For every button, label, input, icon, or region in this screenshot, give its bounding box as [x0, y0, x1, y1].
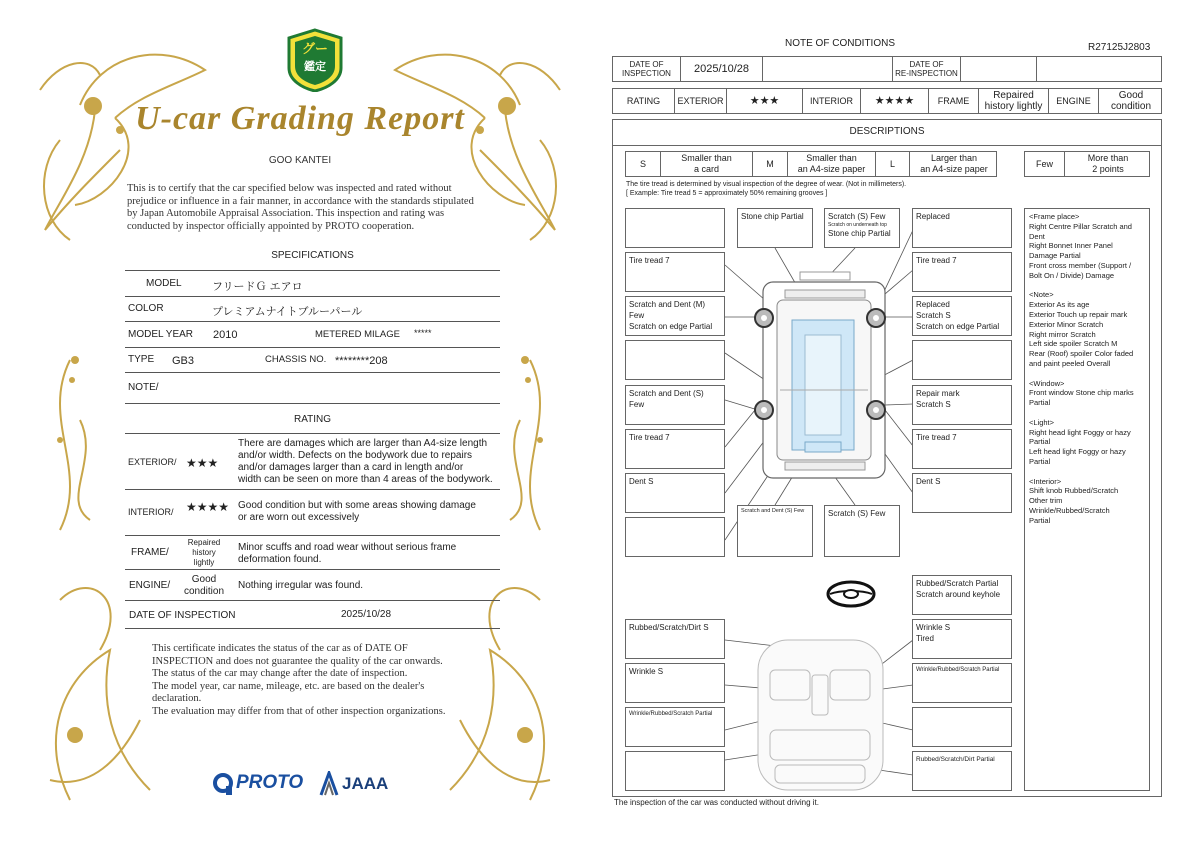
ext-note-small: Scratch on underneath top	[828, 222, 887, 228]
badge-text-top: グー	[301, 41, 328, 56]
note-line: Wrinkle/Rubbed/Scratch	[1029, 505, 1110, 515]
int-note: Wrinkle S	[629, 667, 664, 676]
note-spacer	[1029, 369, 1145, 379]
value-line: Repaired	[993, 90, 1034, 101]
note-spacer	[1029, 467, 1145, 477]
proto-logo-icon	[212, 772, 234, 796]
legend-line: an A4-size paper	[920, 164, 988, 174]
legend-line: a card	[693, 164, 719, 174]
spec-heading: SPECIFICATIONS	[271, 250, 354, 261]
steering-wheel-icon	[828, 582, 874, 606]
value-line: history lightly	[984, 101, 1043, 112]
note-line: Exterior Minor Scratch	[1029, 319, 1104, 329]
ext-note: Tire tread 7	[629, 256, 670, 265]
badge-text-bottom: 鑑定	[304, 61, 326, 73]
ext-note: Tire tread 7	[916, 256, 957, 265]
int-note: Wrinkle S	[916, 623, 951, 632]
legend-line: Larger than	[930, 153, 978, 163]
note-of-conditions	[600, 0, 1200, 848]
frame-value-line: history	[192, 548, 216, 557]
ext-box-right-3	[912, 296, 1012, 336]
ext-note: Scratch and Dent (M) Few	[629, 300, 706, 320]
ext-box-bottom-center-left	[737, 505, 813, 557]
value-line: condition	[1110, 101, 1152, 112]
ext-note: Scratch (S) Few	[828, 509, 886, 518]
date-of-inspection-value: 2025/10/28	[681, 57, 763, 81]
car-interior-icon	[758, 640, 883, 790]
ext-box-right-2	[912, 252, 1012, 292]
model-label: MODEL	[146, 278, 182, 289]
note-line: Partial	[1029, 456, 1051, 466]
frame-label: FRAME	[929, 89, 979, 113]
ext-note: Replaced	[916, 300, 950, 309]
note-line: Dent	[1029, 231, 1045, 241]
intro-line: by Japan Automobile Appraisal Association. This inspection and rating was	[127, 208, 445, 219]
org-name: GOO KANTEI	[268, 155, 332, 166]
intro-line: prejudice or influence in a fair manner, in accordance with the standards stipulated	[127, 195, 474, 207]
frame-description	[238, 542, 456, 566]
note-line: Front window Stone chip marks	[1029, 388, 1134, 398]
engine-value	[176, 574, 232, 598]
int-note: Wrinkle/Rubbed/Scratch Partial	[916, 667, 1000, 673]
ext-note: Replaced	[916, 212, 950, 221]
ext-box-right-7	[912, 473, 1012, 513]
ext-box-right-5	[912, 385, 1012, 425]
note-line: Damage Partial	[1029, 251, 1081, 261]
color-label: COLOR	[128, 303, 164, 314]
exterior-description-line: There are damages which are larger than A4-size length	[238, 438, 488, 449]
int-box-left-3	[625, 707, 725, 747]
ext-box-left-2	[625, 252, 725, 292]
value-line: Good	[1118, 90, 1144, 101]
exterior-label: EXTERIOR	[675, 89, 727, 113]
engine-description: Nothing irregular was found.	[238, 580, 364, 591]
report-title: U-car Grading Report	[135, 100, 465, 137]
reference-number: R27125J2803	[1088, 42, 1151, 53]
note-line: Exterior As its age	[1029, 300, 1090, 310]
interior-description-line: Good condition but with some areas showing damage	[238, 500, 476, 511]
int-note: Tired	[916, 634, 934, 643]
note-line: Other trim	[1029, 496, 1063, 506]
note-line: <Frame place>	[1029, 212, 1080, 221]
ext-note: Stone chip Partial	[741, 212, 804, 221]
footer-line: This certificate indicates the status of the car as of DATE OF	[152, 643, 408, 654]
note-line: Right mirror Scratch	[1029, 329, 1096, 339]
interior-description	[238, 500, 476, 524]
note-line: Partial	[1029, 437, 1051, 447]
intro-line: This is to certify that the car specified below was inspected and rated without	[127, 183, 452, 194]
note-line: <Window>	[1029, 378, 1065, 388]
ext-box-left-7	[625, 473, 725, 513]
int-box-right-1	[912, 619, 1012, 659]
legend-line: 2 points	[1092, 164, 1124, 174]
mileage-value: *****	[414, 328, 432, 338]
footer-line: declaration.	[152, 693, 202, 704]
ext-box-right-6	[912, 429, 1012, 469]
frame-description-line: Minor scuffs and road wear without serious frame	[238, 542, 457, 553]
date-value: 2025/10/28	[341, 609, 392, 620]
exterior-label: EXTERIOR/	[128, 457, 177, 467]
type-label: TYPE	[128, 354, 155, 365]
rating-heading: RATING	[293, 414, 332, 425]
legend-line: an A4-size paper	[797, 164, 866, 174]
int-box-right-3	[912, 707, 1012, 747]
ext-note: Scratch S	[916, 311, 951, 320]
note-line: Right Bonnet Inner Panel	[1029, 241, 1113, 251]
label-line: RE-INSPECTION	[895, 69, 958, 78]
exterior-description	[238, 438, 493, 486]
descriptions-heading: DESCRIPTIONS	[849, 126, 925, 137]
note-spacer	[1029, 281, 1145, 291]
int-note: Scratch around keyhole	[916, 590, 1001, 599]
ext-box-bottom-center-right	[824, 505, 900, 557]
jaaa-logo-icon	[318, 771, 340, 797]
legend-line: Smaller than	[806, 153, 857, 163]
car-top-view-icon	[763, 272, 885, 478]
frame-description-line: deformation found.	[238, 554, 322, 565]
engine-value-line: condition	[183, 586, 225, 597]
exterior-stars: ★★★	[186, 456, 219, 470]
note-label: NOTE/	[128, 382, 159, 393]
int-note: Rubbed/Scratch/Dirt S	[629, 623, 709, 632]
jaaa-logo-text: JAAA	[342, 774, 389, 793]
ext-box-top-center-left	[737, 208, 813, 248]
ext-box-left-8	[625, 517, 725, 557]
engine-label: ENGINE	[1049, 89, 1099, 113]
int-box-right-4	[912, 751, 1012, 791]
conditions-footer: The inspection of the car was conducted without driving it.	[614, 798, 819, 807]
ext-note: Tire tread 7	[629, 433, 670, 442]
rating-label: RATING	[613, 89, 675, 113]
interior-stars: ★★★★	[861, 89, 929, 113]
tire-note-line: The tire tread is determined by visual inspection of the degree of wear. (Not in millimeters).	[626, 181, 907, 188]
intro-line: conducted by inspector officially appointed by PROTO cooperation.	[127, 220, 415, 232]
ext-box-front-right	[912, 208, 1012, 248]
model-year-value: 2010	[213, 329, 238, 341]
type-value: GB3	[172, 355, 195, 367]
conditions-title: NOTE OF CONDITIONS	[785, 38, 895, 49]
legend-line: Smaller than	[681, 153, 732, 163]
footer-line: The status of the car may change after the date of inspection.	[152, 668, 408, 679]
note-line: Left side spoiler Scratch M	[1029, 339, 1118, 349]
exterior-stars: ★★★	[727, 89, 803, 113]
exterior-description-line: and/or width. Defects on the bodywork due to repairs	[238, 450, 473, 461]
note-line: Partial	[1029, 398, 1051, 408]
interior-label: INTERIOR/	[128, 507, 174, 517]
ext-note: Scratch on edge Partial	[916, 322, 1000, 331]
ext-box-front-left	[625, 208, 725, 248]
int-box-right-2	[912, 663, 1012, 703]
note-line: Bolt On / Divide) Damage	[1029, 270, 1115, 280]
footer-line: INSPECTION and does not guarantee the quality of the car onwards.	[152, 655, 443, 667]
legend-few: Few	[1025, 152, 1065, 176]
note-line: Exterior Touch up repair mark	[1029, 309, 1128, 319]
tire-note-line: [ Example: Tire tread 5 = approximately 50% remaining grooves ]	[626, 190, 828, 197]
footer-line: The model year, car name, mileage, etc. are based on the dealer's	[152, 680, 425, 692]
note-line: <Light>	[1029, 417, 1055, 427]
note-spacer	[1029, 408, 1145, 418]
legend-l: L	[876, 152, 910, 176]
ext-box-left-5	[625, 385, 725, 425]
footer-disclaimer	[152, 643, 492, 718]
interior-description-line: or are worn out excessively	[238, 512, 360, 523]
note-line: <Note>	[1029, 290, 1054, 300]
note-line: Partial	[1029, 515, 1051, 525]
int-note: Rubbed/Scratch Partial	[916, 579, 999, 588]
chassis-value: ********208	[335, 355, 388, 367]
int-box-left-1	[625, 619, 725, 659]
exterior-description-line: and/or damages larger than a card in length and/or	[238, 462, 464, 473]
ext-note: Scratch and Dent (S) Few	[741, 508, 805, 514]
ext-note: Repair mark	[916, 389, 960, 398]
ext-box-left-6	[625, 429, 725, 469]
model-value: フリードＧ エアロ	[212, 281, 303, 293]
ext-note: Tire tread 7	[916, 433, 957, 442]
legend-line: More than	[1087, 153, 1129, 163]
frame-label: FRAME/	[131, 547, 169, 558]
ext-note: Scratch (S) Few	[828, 212, 886, 221]
legend-m: M	[753, 152, 788, 176]
int-box-left-4	[625, 751, 725, 791]
intro-paragraph	[127, 183, 507, 233]
ext-note: Dent S	[916, 477, 941, 486]
note-line: Left head light Foggy or hazy	[1029, 447, 1126, 457]
ext-box-left-3	[625, 296, 725, 336]
model-year-label: MODEL YEAR	[128, 329, 194, 340]
note-line: Right head light Foggy or hazy	[1029, 427, 1131, 437]
ext-note: Scratch and Dent (S) Few	[629, 389, 704, 409]
date-label: DATE OF INSPECTION	[129, 610, 236, 621]
proto-logo-text: PROTO	[236, 772, 304, 793]
label-line: INSPECTION	[622, 69, 671, 78]
frame-value-line: Repaired	[187, 538, 221, 547]
ext-box-right-4	[912, 340, 1012, 380]
note-line: Front cross member (Support /	[1029, 260, 1132, 270]
engine-label: ENGINE/	[129, 580, 171, 591]
frame-value-line: lightly	[193, 558, 215, 567]
note-line: <Interior>	[1029, 476, 1062, 486]
label-line: DATE OF	[909, 60, 944, 69]
note-line: Shift knob Rubbed/Scratch	[1029, 486, 1119, 496]
condition-notes	[1024, 208, 1150, 791]
int-box-steering	[912, 575, 1012, 615]
legend-s: S	[626, 152, 661, 176]
ext-note: Stone chip Partial	[828, 229, 891, 238]
color-value: プレミアムナイトブルーパール	[212, 306, 363, 318]
label-line: DATE OF	[629, 60, 664, 69]
ext-box-top-center-right	[824, 208, 900, 248]
int-note: Rubbed/Scratch/Dirt Partial	[916, 756, 995, 763]
note-line: and paint peeled Overall	[1029, 358, 1111, 368]
chassis-label: CHASSIS NO.	[265, 354, 327, 365]
ext-note: Scratch on edge Partial	[629, 322, 713, 331]
interior-label: INTERIOR	[803, 89, 861, 113]
footer-line: The evaluation may differ from that of other inspection organizations.	[152, 705, 446, 717]
int-box-left-2	[625, 663, 725, 703]
mileage-label: METERED MILAGE	[315, 329, 400, 340]
engine-value-line: Good	[191, 574, 217, 585]
note-line: Right Centre Pillar Scratch and	[1029, 221, 1132, 231]
int-note: Wrinkle/Rubbed/Scratch Partial	[629, 711, 713, 717]
interior-stars: ★★★★	[186, 500, 230, 514]
frame-value	[176, 538, 232, 568]
ext-note: Scratch S	[916, 400, 951, 409]
exterior-description-line: width can be seen on more than 4 areas of the bodywork.	[238, 474, 493, 485]
note-line: Rear (Roof) spoiler Color faded	[1029, 349, 1134, 359]
ext-box-left-4	[625, 340, 725, 380]
ext-note: Dent S	[629, 477, 654, 486]
